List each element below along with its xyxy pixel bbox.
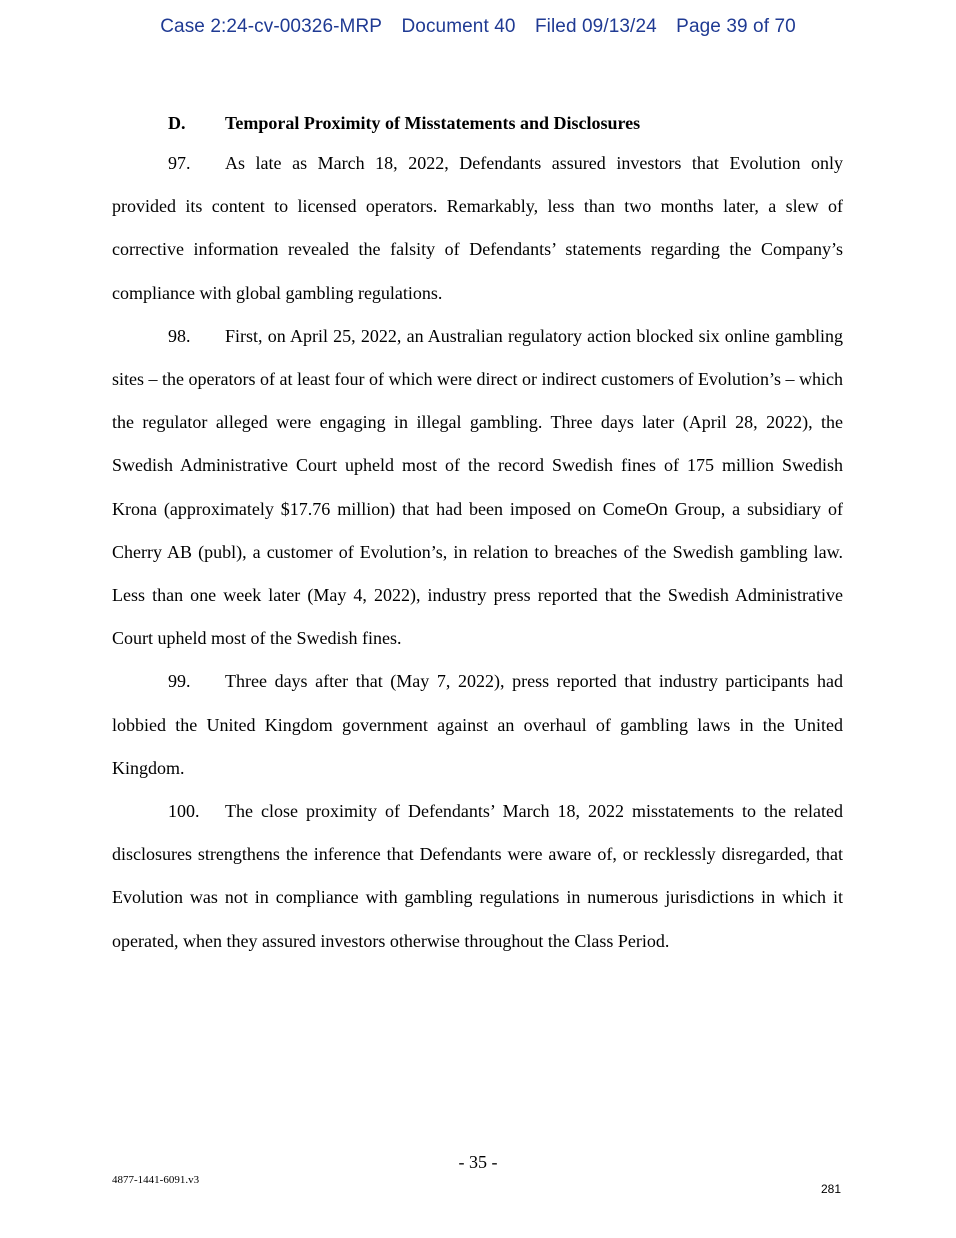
section-title: Temporal Proximity of Misstatements and Disclosures — [225, 113, 641, 133]
paragraph-number: 100. — [168, 801, 200, 822]
paragraph-number: 98. — [168, 325, 191, 346]
filed-date: Filed 09/13/24 — [534, 16, 657, 37]
document-body — [112, 142, 843, 963]
paragraph-text: As late as March 18, 2022, Defendants assured investors that Evolution only provided its content to licensed operators. Remarkably, less than two months later, a slew of corrective information revealed the falsity of Defendants’ statements regarding the Company’s compliance with global gambling regulations. — [112, 153, 843, 303]
document-id: 4877-1441-6091.v3 — [112, 1174, 200, 1186]
paragraph-99 — [112, 660, 843, 790]
page-count: Page 39 of 70 — [676, 16, 796, 37]
bates-stamp: 281 — [821, 1182, 842, 1196]
paragraph-100 — [112, 790, 843, 963]
paragraph-text: First, on April 25, 2022, an Australian regulatory action blocked six online gambling sites – the operators of at least four of which were direct or indirect customers of Evolution’s – which the regulator alleged were engaging in illegal gambling. Three days later (April 28, 2022), the Swedish Administrative Court upheld most of the record Swedish fines of 175 million Swedish Krona (approximately $17.76 million) that had been imposed on ComeOn Group, a subsidiary of Cherry AB (publ), a customer of Evolution’s, in relation to breaches of the Swedish gambling law. Less than one week later (May 4, 2022), industry press reported that the Swedish Administrative Court upheld most of the Swedish fines. — [112, 325, 843, 649]
paragraph-text: Three days after that (May 7, 2022), press reported that industry participants had lobbied the United Kingdom government against an overhaul of gambling laws in the United Kingdom. — [112, 671, 843, 778]
section-heading — [168, 113, 640, 134]
case-header — [0, 16, 956, 38]
paragraph-text: The close proximity of Defendants’ March 18, 2022 misstatements to the related disclosures strengthens the inference that Defendants were aware of, or recklessly disregarded, that Evolution was not in compliance with gambling regulations in numerous jurisdictions in which it operated, when they assured investors otherwise throughout the Class Period. — [112, 801, 843, 951]
paragraph-98 — [112, 315, 843, 661]
case-number: Case 2:24-cv-00326-MRP — [160, 16, 383, 37]
paragraph-number: 97. — [168, 153, 191, 173]
paragraph-97 — [112, 142, 843, 315]
page-number: - 35 - — [458, 1152, 498, 1172]
paragraph-number: 99. — [168, 671, 191, 692]
section-letter: D. — [168, 113, 186, 133]
document-number: Document 40 — [401, 16, 516, 37]
